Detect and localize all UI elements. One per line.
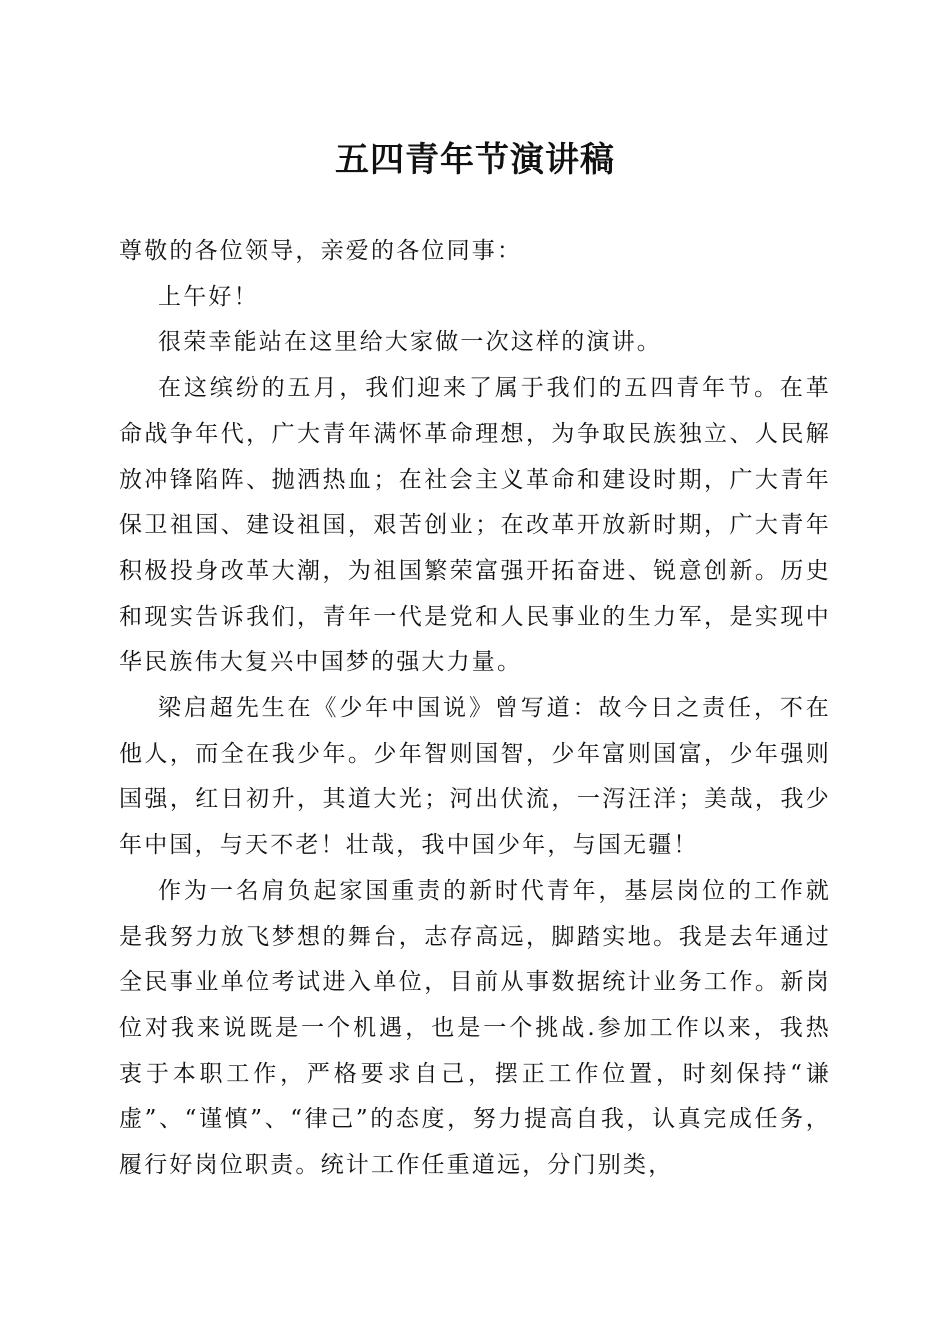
- body-paragraph: 在这缤纷的五月，我们迎来了属于我们的五四青年节。在革命战争年代，广大青年满怀革命理想，为争取民族独立、人民解放冲锋陷阵、抛洒热血；在社会主义革命和建设时期，广大青年保卫祖国、建设祖国，艰苦创业；在改革开放新时期，广大青年积极投身改革大潮，为祖国繁荣富强开拓奋进、锐意创新。历史和现实告诉我们，青年一代是党和人民事业的生力军，是实现中华民族伟大复兴中国梦的强大力量。: [119, 375, 831, 676]
- document-body: [119, 229, 831, 1189]
- body-paragraph: 梁启超先生在《少年中国说》曾写道：故今日之责任，不在他人，而全在我少年。少年智则国智，少年富则国富，少年强则国强，红日初升，其道大光；河出伏流，一泻汪洋；美哉，我少年中国，与天不老！壮哉，我中国少年，与国无疆！: [119, 695, 831, 859]
- document-title: 五四青年节演讲稿: [335, 140, 615, 180]
- intro-paragraph: 很荣幸能站在这里给大家做一次这样的演讲。: [158, 329, 662, 356]
- body-paragraph: 作为一名肩负起家国重责的新时代青年，基层岗位的工作就是我努力放飞梦想的舞台，志存高远，脚踏实地。我是去年通过全民事业单位考试进入单位，目前从事数据统计业务工作。新岗位对我来说既是一个机遇，也是一个挑战.参加工作以来，我热衷于本职工作，严格要求自己，摆正工作位置，时刻保持“谦虚”、“谨慎”、“律己”的态度，努力提高自我，认真完成任务，履行好岗位职责。统计工作任重道远，分门别类，: [119, 877, 831, 1179]
- salutation-paragraph: 尊敬的各位领导，亲爱的各位同事：: [119, 238, 523, 264]
- greeting-paragraph: 上午好！: [158, 283, 259, 310]
